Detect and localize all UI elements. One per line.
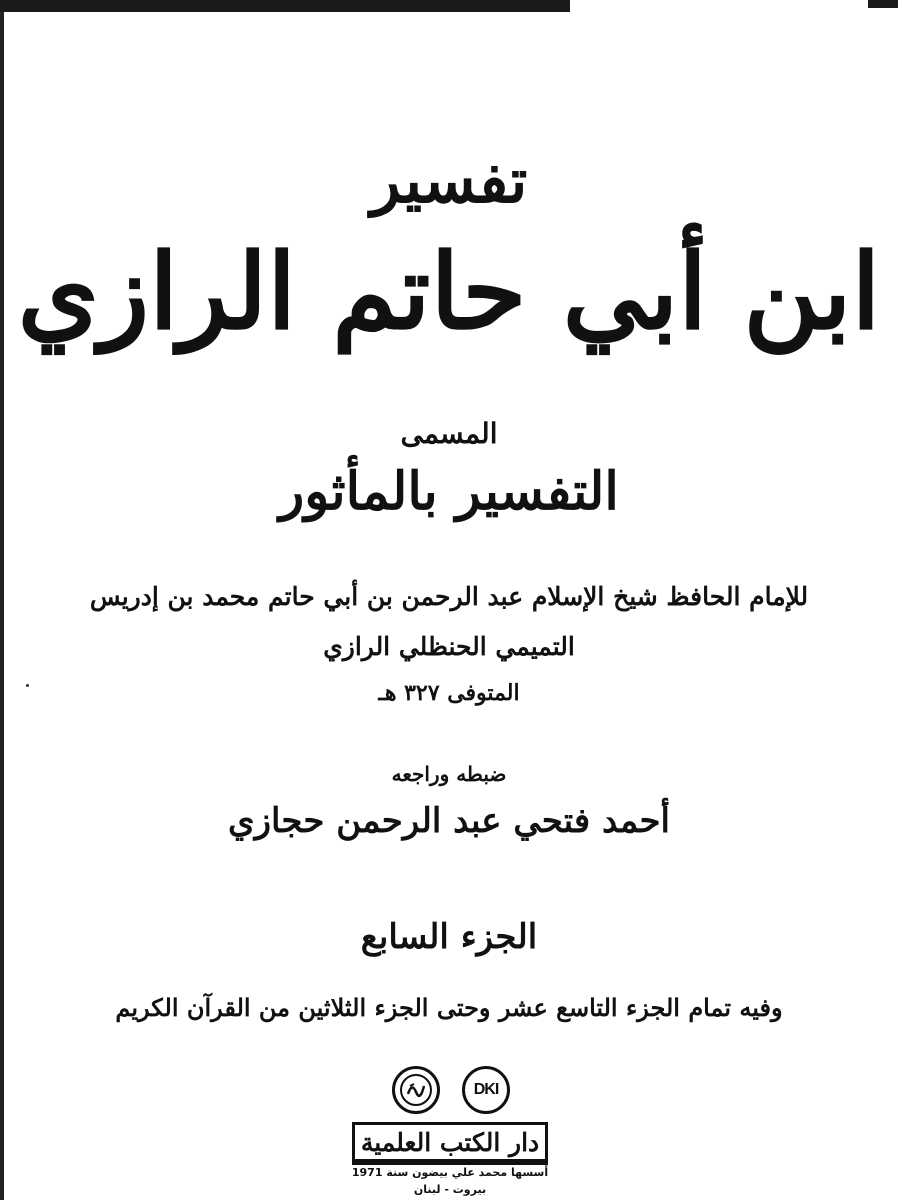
author-nisba: التميمي الحنظلي الرازي [323, 632, 575, 661]
dki-logo: DKI [462, 1066, 510, 1114]
publisher-name: دار الكتب العلمية [352, 1122, 548, 1162]
book-subtitle: التفسير بالمأثور [279, 461, 619, 522]
publisher-emblem-icon [392, 1066, 440, 1114]
named-label: المسمى [400, 417, 498, 450]
book-title: تفسير [370, 144, 528, 217]
author-death-date: المتوفى ٣٢٧ هـ [378, 680, 520, 706]
editor-name: أحمد فتحي عبد الرحمن حجازي [228, 801, 670, 841]
publisher-city: بيروت - لبنان [413, 1183, 487, 1196]
publisher-logos [370, 1066, 530, 1122]
volume-title: الجزء السابع [360, 917, 538, 957]
volume-contents: وفيه تمام الجزء التاسع عشر وحتى الجزء الثلاثين من القرآن الكريم [115, 993, 783, 1022]
publisher-founder: أسسها محمد علي بيضون سنة 1971 [351, 1166, 549, 1179]
editor-label: ضبطه وراجعه [391, 762, 507, 786]
book-author-title: ابن أبي حاتم الرازي [17, 230, 881, 353]
author-full-name: للإمام الحافظ شيخ الإسلام عبد الرحمن بن أبي حاتم محمد بن إدريس [89, 582, 809, 611]
